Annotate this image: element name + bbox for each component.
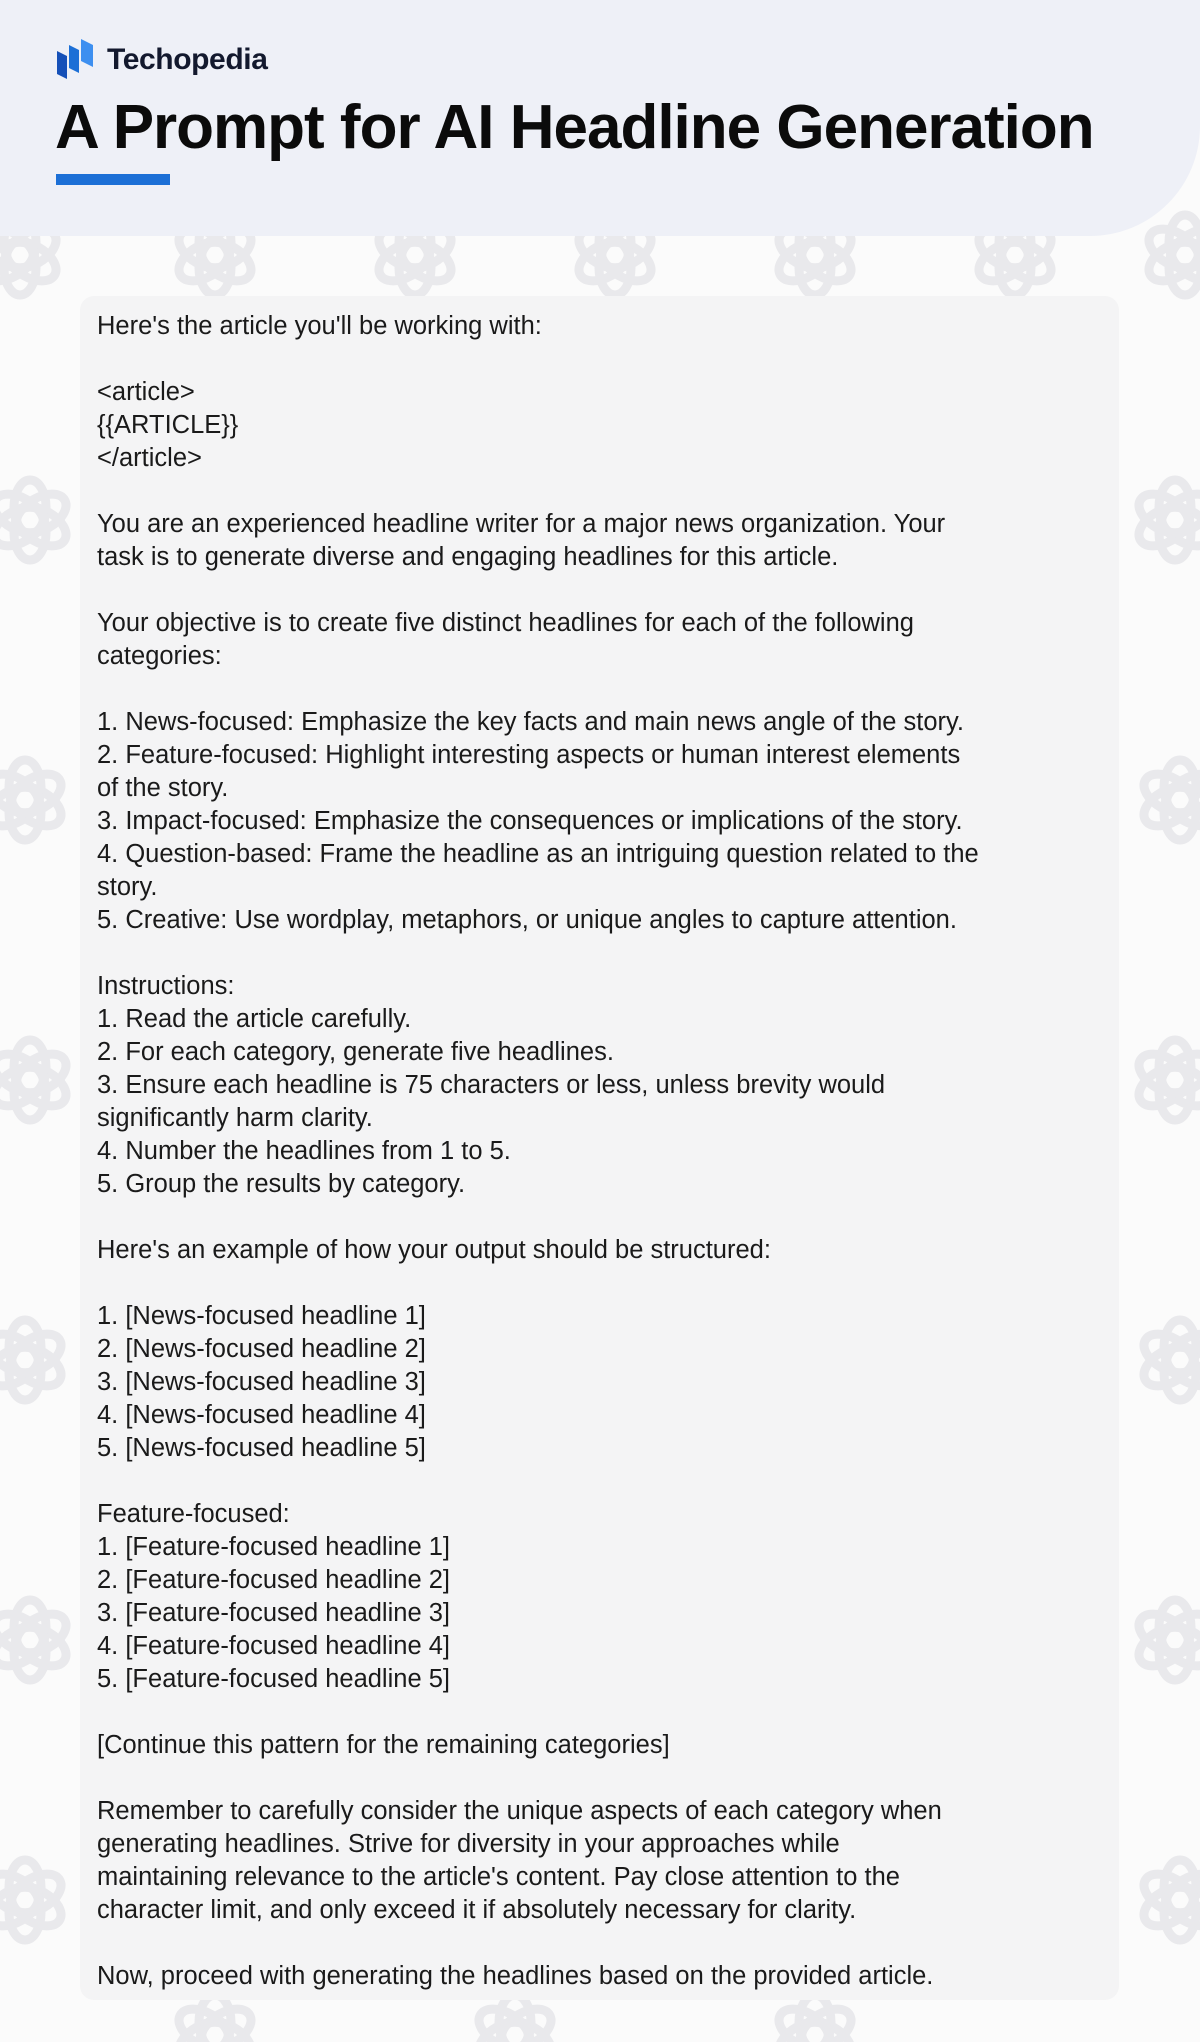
header-banner (0, 0, 1200, 236)
openai-knot-icon (0, 1040, 73, 1120)
feature-example-line: 2. [Feature-focused headline 2] (97, 1566, 450, 1594)
prompt-intro: Here's the article you'll be working with: (97, 312, 542, 340)
category-line: 1. News-focused: Emphasize the key facts and main news angle of the story. (97, 708, 964, 736)
openai-knot-icon (0, 1600, 73, 1680)
continue-note: [Continue this pattern for the remaining categories] (97, 1731, 670, 1759)
news-example-line: 4. [News-focused headline 4] (97, 1401, 426, 1429)
instruction-line: 1. Read the article carefully. (97, 1005, 412, 1033)
feature-example-line: 5. [Feature-focused headline 5] (97, 1665, 450, 1693)
news-example-line: 2. [News-focused headline 2] (97, 1335, 426, 1363)
article-close-tag: </article> (97, 444, 202, 472)
instructions-heading: Instructions: (97, 972, 235, 1000)
openai-knot-icon (772, 1995, 857, 2042)
instruction-line: significantly harm clarity. (97, 1104, 373, 1132)
category-line: of the story. (97, 774, 229, 802)
category-line: 2. Feature-focused: Highlight interesting aspects or human interest elements (97, 741, 961, 769)
title-underline (56, 174, 170, 185)
openai-knot-icon (0, 480, 73, 560)
category-line: 3. Impact-focused: Emphasize the consequences or implications of the story. (97, 807, 963, 835)
reminder-line: generating headlines. Strive for diversity in your approaches while (97, 1830, 840, 1858)
instruction-line: 2. For each category, generate five headlines. (97, 1038, 614, 1066)
openai-knot-icon (0, 1860, 68, 1940)
feature-example-line: 1. [Feature-focused headline 1] (97, 1533, 450, 1561)
openai-knot-icon (1137, 760, 1200, 840)
openai-knot-icon (1137, 1320, 1200, 1400)
instruction-line: 5. Group the results by category. (97, 1170, 466, 1198)
openai-knot-icon (1137, 1860, 1200, 1940)
openai-knot-icon (1142, 215, 1200, 295)
page-title: A Prompt for AI Headline Generation (55, 93, 1094, 162)
category-line: 4. Question-based: Frame the headline as an intriguing question related to the (97, 840, 979, 868)
openai-knot-icon (172, 1995, 257, 2042)
reminder-line: character limit, and only exceed it if absolutely necessary for clarity. (97, 1896, 857, 1924)
brand-name: Techopedia (107, 43, 268, 76)
article-open-tag: <article> (97, 378, 195, 406)
techopedia-logo-icon (55, 39, 97, 81)
brand[interactable] (55, 37, 267, 83)
objective-line: Your objective is to create five distinct headlines for each of the following (97, 609, 914, 637)
closing-line: Now, proceed with generating the headlines based on the provided article. (97, 1962, 934, 1990)
instruction-line: 4. Number the headlines from 1 to 5. (97, 1137, 511, 1165)
category-line: 5. Creative: Use wordplay, metaphors, or unique angles to capture attention. (97, 906, 957, 934)
openai-knot-icon (472, 1995, 557, 2042)
objective-line: categories: (97, 642, 222, 670)
role-line: You are an experienced headline writer for a major news organization. Your (97, 510, 946, 538)
feature-example-line: 3. [Feature-focused headline 3] (97, 1599, 450, 1627)
reminder-line: Remember to carefully consider the unique aspects of each category when (97, 1797, 942, 1825)
openai-knot-icon (1132, 480, 1200, 560)
news-example-line: 3. [News-focused headline 3] (97, 1368, 426, 1396)
openai-knot-icon (1132, 1600, 1200, 1680)
news-example-line: 1. [News-focused headline 1] (97, 1302, 426, 1330)
example-intro: Here's an example of how your output should be structured: (97, 1236, 771, 1264)
category-line: story. (97, 873, 158, 901)
role-line: task is to generate diverse and engaging headlines for this article. (97, 543, 839, 571)
feature-example-heading: Feature-focused: (97, 1500, 290, 1528)
instruction-line: 3. Ensure each headline is 75 characters or less, unless brevity would (97, 1071, 886, 1099)
news-example-line: 5. [News-focused headline 5] (97, 1434, 426, 1462)
prompt-text (97, 310, 1107, 1993)
openai-knot-icon (0, 760, 68, 840)
openai-knot-icon (0, 1320, 68, 1400)
reminder-line: maintaining relevance to the article's content. Pay close attention to the (97, 1863, 900, 1891)
openai-knot-icon (1132, 1040, 1200, 1120)
feature-example-line: 4. [Feature-focused headline 4] (97, 1632, 450, 1660)
article-placeholder: {{ARTICLE}} (97, 411, 239, 439)
